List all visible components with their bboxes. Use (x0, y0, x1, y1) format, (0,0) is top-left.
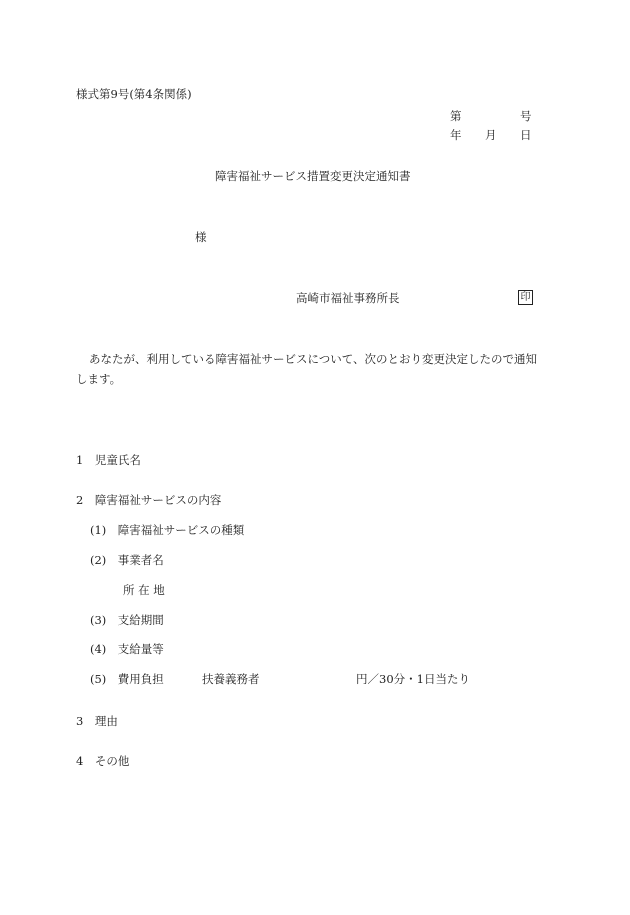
date-year-label: 年 (450, 128, 462, 142)
number-label-dai: 第 (450, 109, 462, 123)
form-label: 様式第9号(第4条関係) (76, 87, 192, 101)
item-service-type: (1) 障害福祉サービスの種類 (90, 523, 245, 537)
issuer-name: 高崎市福祉事務所長 (296, 291, 400, 305)
item-supply-period: (3) 支給期間 (90, 613, 164, 627)
item-service-content: 2 障害福祉サービスの内容 (76, 493, 222, 507)
item-supply-amount: (4) 支給量等 (90, 642, 164, 656)
date-month-label: 月 (485, 128, 497, 142)
item-provider-name: (2) 事業者名 (90, 553, 164, 567)
item-other: 4 その他 (76, 754, 130, 768)
seal-stamp: 印 (518, 290, 533, 305)
number-label-go: 号 (520, 109, 532, 123)
document-title: 障害福祉サービス措置変更決定通知書 (215, 169, 411, 183)
body-text-line1: あなたが、利用している障害福祉サービスについて、次のとおり変更決定したので通知 (89, 352, 538, 366)
item-cost-burden: (5) 費用負担 (90, 672, 164, 686)
date-day-label: 日 (520, 128, 532, 142)
item-rate: 円／30分・1日当たり (356, 672, 470, 686)
body-text-line2: します。 (76, 372, 122, 386)
item-child-name: 1 児童氏名 (76, 453, 141, 467)
item-support-obligor: 扶養義務者 (202, 672, 260, 686)
item-address: 所 在 地 (123, 583, 165, 597)
item-reason: 3 理由 (76, 714, 118, 728)
recipient-suffix: 様 (195, 230, 207, 244)
